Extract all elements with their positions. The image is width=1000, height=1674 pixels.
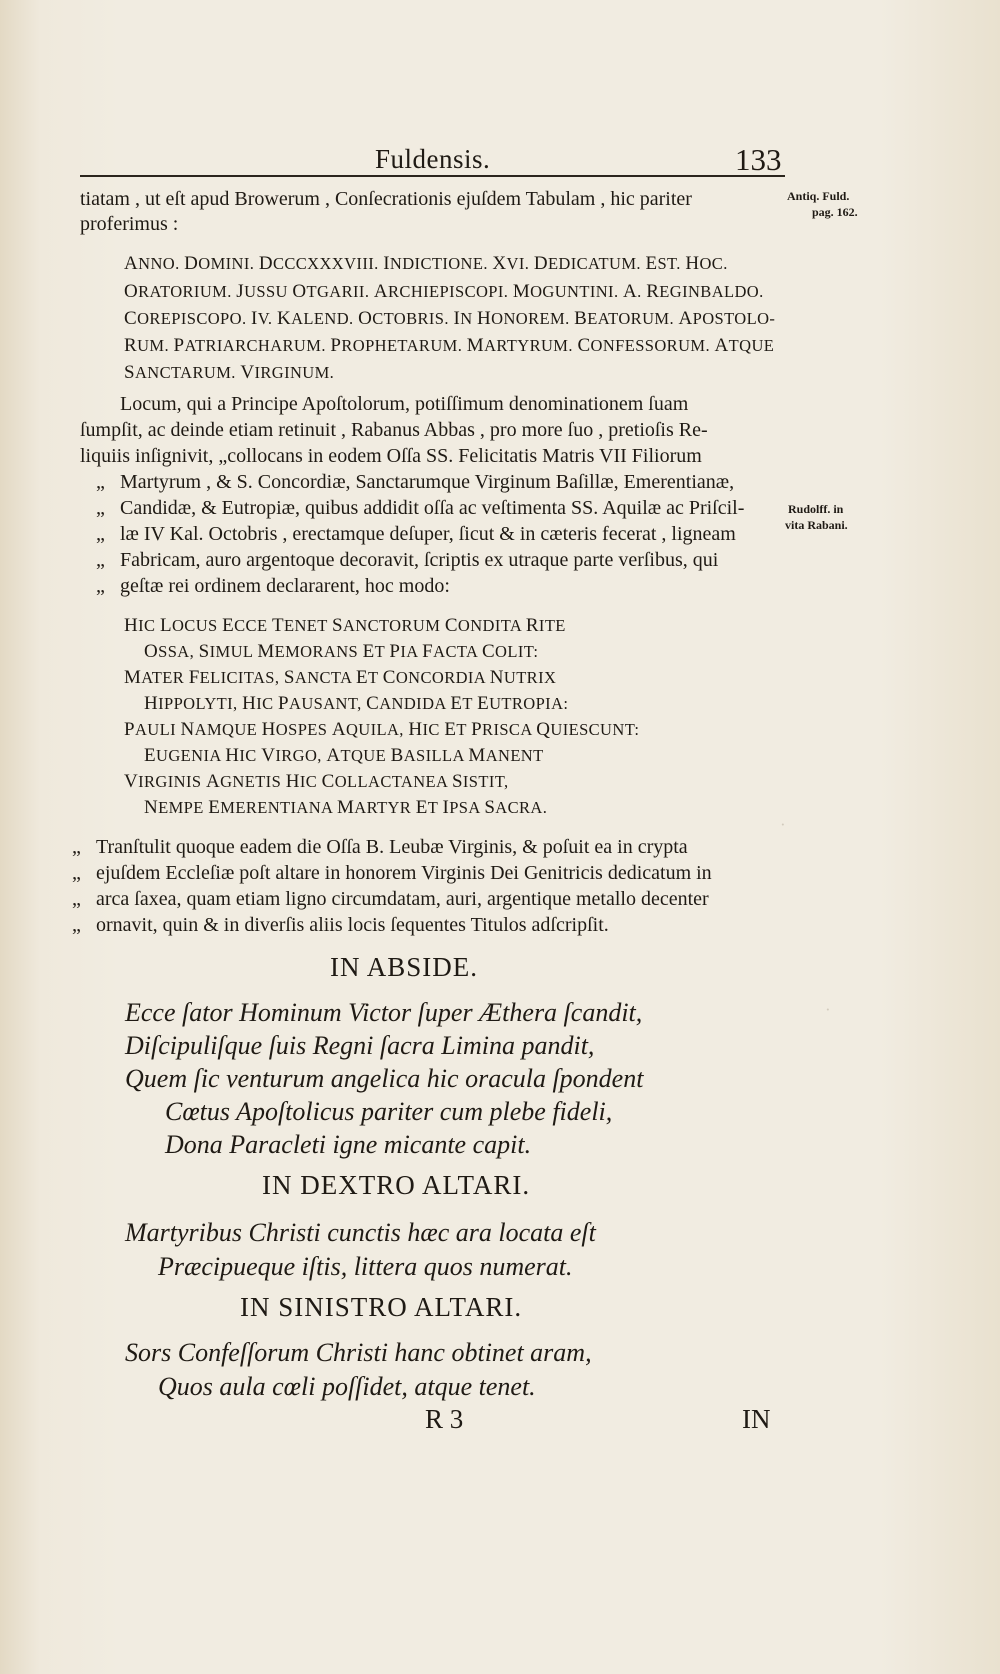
verse-line: Sors Confeſſorum Christi hanc obtinet aram, — [125, 1338, 592, 1367]
poem-line: PAULI NAMQUE HOSPES AQUILA, HIC ET PRISCA QUIESCUNT: — [124, 719, 640, 740]
paragraph-line: ſumpſit, ac deinde etiam retinuit , Rabanus Abbas , pro more ſuo , pretioſis Re- — [80, 419, 708, 441]
verse-line: Martyribus Christi cunctis hæc ara locata eſt — [125, 1218, 596, 1247]
inscription-line: SANCTARUM. VIRGINUM. — [124, 362, 335, 383]
verse-line: Ecce ſator Hominum Victor ſuper Æthera ſcandit, — [125, 998, 643, 1027]
margin-note-reference: Antiq. Fuld. — [787, 189, 850, 203]
poem-line: NEMPE EMERENTIANA MARTYR ET IPSA SACRA. — [144, 797, 548, 818]
intro-line: proferimus : — [80, 213, 179, 235]
bleed-through-mark: · — [825, 1000, 831, 1019]
poem-line: MATER FELICITAS, SANCTA ET CONCORDIA NUTRIX — [124, 667, 557, 688]
section-heading-abside: IN ABSIDE. — [330, 952, 479, 982]
inscription-line: COREPISCOPO. IV. KALEND. OCTOBRIS. IN HONOREM. BEATORUM. APOSTOLO- — [124, 308, 776, 329]
margin-note-reference: vita Rabani. — [785, 518, 848, 532]
paragraph-line: „ arca ſaxea, quam etiam ligno circumdatam, auri, argentique metallo decenter — [72, 888, 709, 910]
verse-line: Dona Paracleti igne micante capit. — [165, 1130, 532, 1159]
paragraph-line: „ ejuſdem Eccleſiæ poſt altare in honorem Virginis Dei Genitricis dedicatum in — [72, 862, 712, 884]
header-rule — [80, 175, 785, 177]
poem-line: EUGENIA HIC VIRGO, ATQUE BASILLA MANENT — [144, 745, 544, 766]
margin-note-reference: Rudolff. in — [788, 502, 844, 516]
quotation-mark: „ — [96, 549, 105, 571]
verse-line: Diſcipuliſque ſuis Regni ſacra Limina pandit, — [125, 1031, 595, 1060]
inscription-line: ANNO. DOMINI. DCCCXXXVIII. INDICTIONE. XVI. DEDICATUM. EST. HOC. — [124, 253, 728, 274]
paragraph-line: „ læ IV Kal. Octobris , erectamque deſuper, ſicut & in cæteris fecerat , ligneam — [96, 523, 736, 545]
quotation-mark: „ — [96, 497, 105, 519]
inscription-line: RUM. PATRIARCHARUM. PROPHETARUM. MARTYRUM. CONFESSORUM. ATQUE — [124, 335, 775, 356]
bleed-through-mark: · — [780, 815, 786, 834]
quotation-mark: „ — [72, 862, 81, 884]
quotation-mark: „ — [96, 575, 105, 597]
margin-note-reference: pag. 162. — [812, 205, 858, 219]
verse-line: Quos aula cœli poſſidet, atque tenet. — [158, 1372, 536, 1401]
section-heading-sinistro-altari: IN SINISTRO ALTARI. — [240, 1292, 523, 1322]
paragraph-line: „ Fabricam, auro argentoque decoravit, ſcriptis ex utraque parte verſibus, qui — [96, 549, 719, 571]
verse-line: Præcipueque iſtis, littera quos numerat. — [158, 1252, 573, 1281]
paragraph-line: „ Tranſtulit quoque eadem die Oſſa B. Leubæ Virginis, & poſuit ea in crypta — [72, 836, 688, 858]
quotation-mark: „ — [96, 471, 105, 493]
paragraph-line: „ geſtæ rei ordinem declararent, hoc modo: — [96, 575, 450, 597]
signature-mark: R 3 — [425, 1404, 464, 1434]
verse-line: Cœtus Apoſtolicus pariter cum plebe fideli, — [165, 1097, 613, 1126]
paragraph-line: „ Candidæ, & Eutropiæ, quibus addidit oſſa ac veſtimenta SS. Aquilæ ac Priſcil- — [96, 497, 745, 519]
intro-line: tiatam , ut eſt apud Browerum , Conſecrationis ejuſdem Tabulam , hic pariter — [80, 188, 692, 210]
poem-line: OSSA, SIMUL MEMORANS ET PIA FACTA COLIT: — [144, 641, 539, 662]
running-header-title: Fuldensis. — [375, 144, 491, 174]
poem-line: VIRGINIS AGNETIS HIC COLLACTANEA SISTIT, — [124, 771, 509, 792]
quotation-mark: „ — [96, 523, 105, 545]
poem-line: HIPPOLYTI, HIC PAUSANT, CANDIDA ET EUTROPIA: — [144, 693, 569, 714]
paragraph-line: „ ornavit, quin & in diverſis aliis locis ſequentes Titulos adſcripſit. — [72, 914, 609, 936]
verse-line: Quem ſic venturum angelica hic oracula ſpondent — [125, 1064, 644, 1093]
section-heading-dextro-altari: IN DEXTRO ALTARI. — [262, 1170, 531, 1200]
paragraph-line: „ Martyrum , & S. Concordiæ, Sanctarumque Virginum Baſillæ, Emerentianæ, — [96, 471, 735, 493]
poem-line: HIC LOCUS ECCE TENET SANCTORUM CONDITA RITE — [124, 615, 566, 636]
inscription-line: ORATORIUM. JUSSU OTGARII. ARCHIEPISCOPI. MOGUNTINI. A. REGINBALDO. — [124, 281, 764, 302]
quotation-mark: „ — [72, 888, 81, 910]
catchword: IN — [742, 1404, 771, 1434]
quotation-mark: „ — [72, 914, 81, 936]
quotation-mark: „ — [72, 836, 81, 858]
paragraph-line: Locum, qui a Principe Apoſtolorum, potiſſimum denominationem ſuam — [120, 393, 689, 415]
page-number: 133 — [735, 142, 782, 177]
paragraph-line: liquiis inſignivit, „collocans in eodem Oſſa SS. Felicitatis Matris VII Filiorum — [80, 445, 702, 467]
